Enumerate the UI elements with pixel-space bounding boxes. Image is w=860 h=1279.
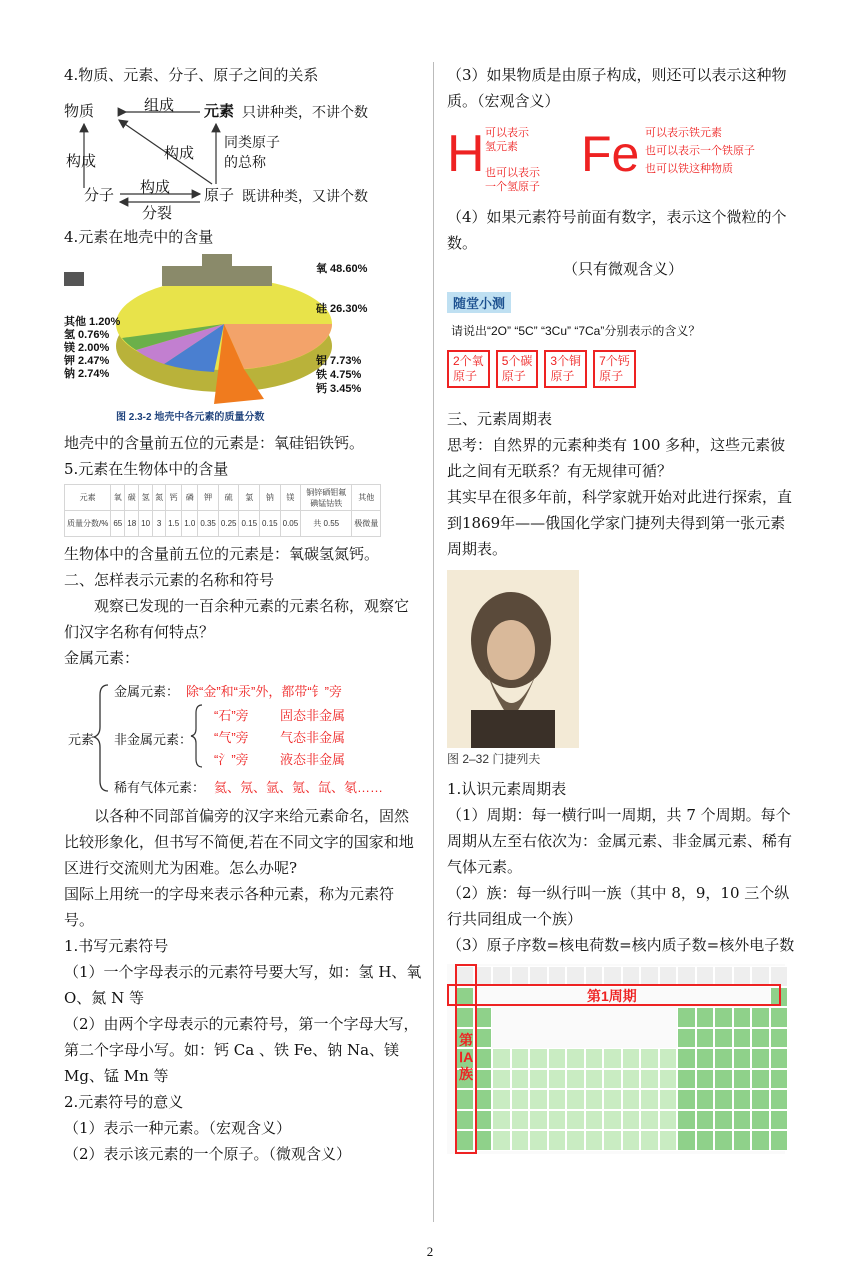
bio-td: 10 [139,511,153,537]
label-collective: 的总称 [224,155,266,171]
right-column [447,62,799,1162]
pt-cell [640,1048,659,1069]
portrait-frame [447,570,579,748]
bio-th: 氮 [153,485,166,511]
periodic-table-figure [447,962,785,1158]
pt-cell [696,1110,715,1131]
pt-cell [677,1110,696,1131]
pt-cell [492,1048,511,1069]
label-molecule: 分子 [84,186,115,204]
pt-cell [529,1110,548,1131]
naming-brace-diagram [64,675,422,799]
pie-label-magnesium: 镁 2.00% [64,342,110,354]
answer-line: 3个铜 [550,354,582,368]
nm-radical-stone: “石”旁 [214,708,249,723]
brace-metal: 金属元素： [114,684,180,699]
heading-bio: 5.元素在生物体中的含量 [64,460,229,478]
pt-cell [677,1007,696,1028]
pt-cell [529,1048,548,1069]
pie-label-aluminium: 铝 7.73% [316,355,362,367]
pt-cell [585,1089,604,1110]
pt-cell [696,1130,715,1151]
pt-cell [603,1069,622,1090]
pt-cell [714,1089,733,1110]
pt-cell [751,1007,770,1028]
pt-cell [751,1110,770,1131]
pt-cell [733,1069,752,1090]
pt-cell [677,1069,696,1090]
pt-cell [511,1130,530,1151]
nm-radical-gas: “气”旁 [214,730,249,745]
quiz-answer [544,350,587,388]
bio-td: 3 [153,511,166,537]
pt-cell [733,1110,752,1131]
bio-td: 0.15 [260,511,281,537]
pt-cell [770,1130,789,1151]
think-text: 思考：自然界的元素种类有 100 多种，这些元素彼此之间有无联系？有无规律可循？ [447,436,786,480]
heading-relation: 4.物质、元素、分子、原子之间的关系 [64,66,319,84]
answer-line: 原子 [501,369,526,383]
pie-label-calcium: 钙 3.45% [316,383,362,395]
h-note-b: 氢元素 [485,141,518,153]
pie-label-hydrogen: 氢 0.76% [64,329,110,341]
label-constitute-left: 构成 [66,152,97,170]
symbol-H: H [447,125,485,183]
pie-bookmark-left [64,272,84,286]
group-text: （2）族：每一纵行叫一族（其中 8，9，10 三个纵行共同组成一个族） [447,884,790,928]
pt-cell [566,1069,585,1090]
portrait-caption: 图 2–32 门捷列夫 [447,752,541,766]
quiz-answer [593,350,636,388]
heading-section2: 二、怎样表示元素的名称和符号 [64,571,275,589]
observe-text: 观察已发现的一百余种元素的元素名称，观察它们汉字名称有何特点？ [64,597,410,641]
pt-cell [659,1089,678,1110]
heading-crust: 4.元素在地壳中的含量 [64,228,214,246]
naming-paragraph: 以各种不同部首偏旁的汉字来给元素命名，固然比较形象化，但书写不简便,若在不同文字的国家和地区进行交流则尤为困难。怎么办呢? [64,807,414,877]
pt-cell [529,1069,548,1090]
label-compose: 组成 [144,96,175,114]
pt-cell [733,1048,752,1069]
meaning-3: （3）如果物质是由原子构成，则还可以表示这种物质。（宏观含义） [447,66,787,110]
pt-cell [770,1007,789,1028]
pt-cell [770,1089,789,1110]
pt-cell [529,1130,548,1151]
pt-cell [585,1069,604,1090]
page-number: 2 [426,1244,434,1259]
group1a-label: 第ⅠA族 [459,1032,474,1082]
heading-write: 1.书写元素符号 [64,937,169,955]
pt-cell [696,1048,715,1069]
pt-cell [622,1069,641,1090]
pt-cell [696,1007,715,1028]
bio-th: 氯 [239,485,260,511]
bio-table-row [65,511,381,537]
bio-th: 钠 [260,485,281,511]
pt-cell [603,1048,622,1069]
column-divider [433,62,434,1222]
pt-cell [511,1089,530,1110]
h-fe-figure [447,118,799,200]
quiz-title: 随堂小测 [447,292,511,313]
pie-label-oxygen: 氧 48.60% [316,263,368,275]
fe-note-a: 可以表示铁元素 [645,127,722,139]
crust-top5: 地壳中的含量前五位的元素是：氧硅铝铁钙。 [64,434,365,452]
heading-section3: 三、元素周期表 [447,410,553,428]
metal-label: 金属元素： [64,649,140,667]
bio-td: 18 [125,511,139,537]
answer-line: 7个钙 [599,354,630,368]
mendeleev-portrait [447,570,579,748]
label-substance: 物质 [64,103,95,120]
write-rule-2: （2）由两个字母表示的元素符号，第一个字母大写，第二个字母小写。如：钙 Ca 、铁 Fe、钠 Na、镁 Mg、锰 Mn 等 [64,1015,419,1085]
pt-cell [659,1069,678,1090]
pt-cell [640,1110,659,1131]
label-atom: 原子 [204,186,235,204]
write-rule-1: （1）一个字母表示的元素符号要大写，如：氢 H、氧 O、氮 N 等 [64,963,422,1007]
bio-td: 共 0.55 [301,511,352,537]
nm-desc-solid: 固态非金属 [280,708,346,723]
bio-th: 钾 [198,485,219,511]
micro-only: （只有微观含义） [562,260,683,278]
pt-cell [622,1110,641,1131]
bio-th: 磷 [182,485,198,511]
pt-cell [659,1130,678,1151]
quiz-question: 请说出“2O” “5C” “3Cu” “7Ca”分别表示的含义？ [451,324,701,338]
label-constitute-diag: 构成 [164,144,195,162]
brace-main [94,685,108,791]
fe-note-b: 也可以表示一个铁原子 [645,145,755,157]
pt-cell [640,1069,659,1090]
h-note-c: 也可以表示 [485,167,540,179]
pt-cell [548,1110,567,1131]
quiz-figure [447,286,799,402]
nm-desc-liquid: 液态非金属 [280,752,346,767]
answer-line: 原子 [550,369,575,383]
bio-th: 氧 [111,485,125,511]
fe-note-c: 也可以铁这种物质 [645,163,733,175]
pt-cell [733,1089,752,1110]
pt-cell [733,1028,752,1049]
pt-cell [622,1089,641,1110]
bio-th: 氢 [139,485,153,511]
pt-cell [659,1048,678,1069]
pie-label-sodium: 钠 2.74% [64,368,110,380]
pt-cell [640,1130,659,1151]
answer-line: 原子 [599,369,624,383]
pt-cell [548,1089,567,1110]
pt-cell [492,1089,511,1110]
history-text: 其实早在很多年前，科学家就开始对此进行探索，直到1869年——俄国化学家门捷列夫得到第一张元素周期表。 [447,488,793,558]
pt-cell [511,1048,530,1069]
pt-cell [622,1130,641,1151]
heading-meaning: 2.元素符号的意义 [64,1093,184,1111]
bio-th: 硫 [218,485,239,511]
pt-cell [770,1110,789,1131]
h-note-d: 一个氢原子 [485,181,540,193]
pt-cell [603,1089,622,1110]
bio-composition-table [64,484,381,537]
pt-cell [659,1110,678,1131]
answer-line: 5个碳 [501,354,533,368]
bio-td: 0.25 [218,511,239,537]
pt-cell [511,1110,530,1131]
bio-top5: 生物体中的含量前五位的元素是：氧碳氢氮钙。 [64,545,380,563]
pt-cell [770,1028,789,1049]
element-note: 只讲种类，不讲个数 [242,105,368,121]
label-element: 元素 [204,102,235,120]
portrait-figure [447,566,579,772]
h-note-a: 可以表示 [485,127,529,139]
pt-cell [548,1048,567,1069]
crust-pie-figure [64,254,422,426]
pt-cell [622,1048,641,1069]
pie-label-potassium: 钾 2.47% [64,355,110,367]
bio-td: 65 [111,511,125,537]
pie-caption: 图 2.3-2 地壳中各元素的质量分数 [116,412,265,423]
bio-th: 钙 [166,485,182,511]
pt-cell [733,1130,752,1151]
atomic-text: （3）原子序数=核电荷数=核内质子数=核外电子数 [447,936,795,954]
bio-td: 0.35 [198,511,219,537]
label-constitute-bottom: 构成 [140,178,171,196]
pt-cell [585,1130,604,1151]
answer-line: 原子 [453,369,478,383]
pt-cell [770,1069,789,1090]
quiz-answers [447,350,642,388]
pt-cell [751,1048,770,1069]
pie-labels-left [64,316,120,381]
brace-sub [191,705,202,767]
pie-label-others: 其他 1.20% [64,316,121,328]
bio-td: 0.05 [280,511,301,537]
pt-cell [733,1007,752,1028]
bio-td: 极微量 [352,511,381,537]
bio-td: 0.15 [239,511,260,537]
pt-cell [566,1089,585,1110]
bio-td: 质量分数/% [65,511,111,537]
brace-root: 元素 [68,732,95,747]
quiz-answer [496,350,539,388]
intl-paragraph: 国际上用统一的字母来表示各种元素，称为元素符号。 [64,885,395,929]
pt-cell [714,1130,733,1151]
pt-cell [603,1130,622,1151]
bio-th: 其他 [352,485,381,511]
quiz-answer [447,350,490,388]
pie-stand-top [202,254,232,268]
symbol-Fe: Fe [581,126,640,182]
meaning-2: （2）表示该元素的一个原子。（微观含义） [64,1145,352,1163]
bio-td: 1.0 [182,511,198,537]
period1-label: 第1周期 [587,988,637,1004]
label-split: 分裂 [142,204,173,222]
pt-cell [492,1130,511,1151]
pt-cell [548,1130,567,1151]
bio-th: 碳 [125,485,139,511]
pt-cell [696,1069,715,1090]
pt-cell [511,1069,530,1090]
answer-line: 2个氧 [453,354,484,368]
meaning-4: （4）如果元素符号前面有数字，表示这个微粒的个数。 [447,208,787,252]
pt-cell [640,1089,659,1110]
period-text: （1）周期：每一横行叫一周期，共 7 个周期。每个周期从左至右依次为：金属元素、非金属元素、稀有气体元素。 [447,806,793,876]
pt-cell [585,1048,604,1069]
bio-th: 镁 [280,485,301,511]
pt-cell [677,1048,696,1069]
brace-nonmetal: 非金属元素： [114,732,193,747]
pt-cell [492,1110,511,1131]
meaning-1: （1）表示一种元素。（宏观含义） [64,1119,292,1137]
pt-cell [751,1028,770,1049]
pt-cell [696,1089,715,1110]
pt-cell [751,1069,770,1090]
bio-th: 元素 [65,485,111,511]
pt-cell [548,1069,567,1090]
left-column [64,62,422,1167]
pie-labels-right [316,262,368,395]
pie-label-iron: 铁 4.75% [316,369,362,381]
bio-table-figure [64,484,422,537]
atom-note: 既讲种类，又讲个数 [242,189,368,205]
relation-diagram [64,92,422,220]
pt-cell [677,1130,696,1151]
bio-th: 铜锌硒钼氟碘锰钴铁 [301,485,352,511]
pt-cell [566,1130,585,1151]
brace-metal-desc: 除“金”和“汞”外，都带“钅”旁 [186,684,342,699]
pt-cell [770,1048,789,1069]
nm-radical-water: “氵”旁 [214,752,249,767]
pt-cell [714,1007,733,1028]
pt-cell [714,1048,733,1069]
bio-td: 1.5 [166,511,182,537]
heading-know: 1.认识元素周期表 [447,780,567,798]
pt-cell [751,1130,770,1151]
label-same-atoms: 同类原子 [224,135,280,151]
brace-noble-desc: 氦、氖、氩、氪、氙、氡…… [214,780,384,795]
brace-noble: 稀有气体元素： [114,780,206,795]
pt-cell [529,1089,548,1110]
pt-cell [677,1089,696,1110]
pt-cell [603,1110,622,1131]
pie-stand [162,266,272,286]
pt-cell [566,1110,585,1131]
pt-cell [696,1028,715,1049]
pt-cell [585,1110,604,1131]
pt-cell [714,1028,733,1049]
pt-cell [566,1048,585,1069]
pt-cell [714,1110,733,1131]
pt-cell [492,1069,511,1090]
pt-cell [714,1069,733,1090]
nm-desc-gas: 气态非金属 [280,730,346,745]
pt-cell [751,1089,770,1110]
bio-table-header [65,485,381,511]
pie-label-silicon: 硅 26.30% [316,303,368,315]
pt-cell [677,1028,696,1049]
